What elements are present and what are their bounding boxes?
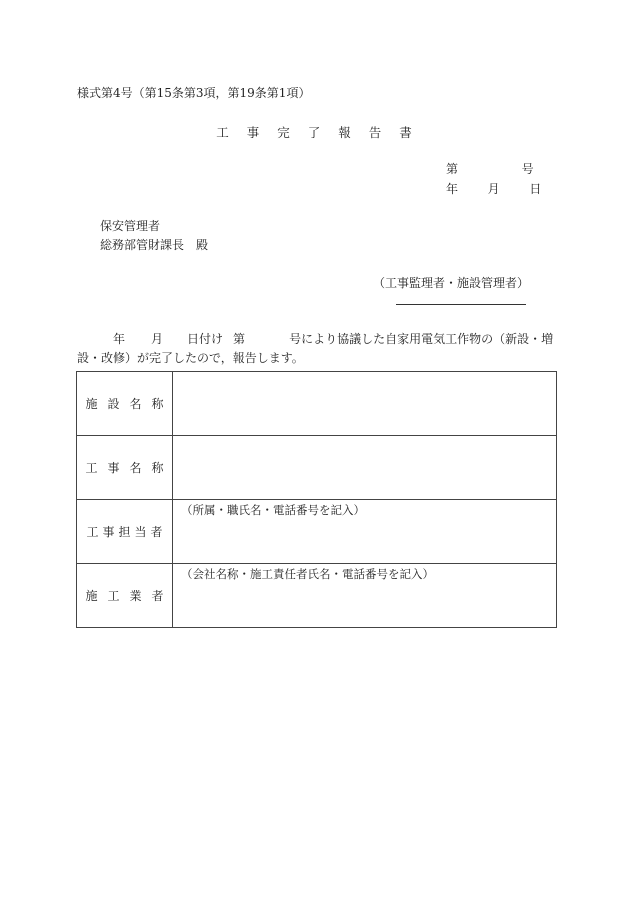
body-text: 号により協議した自家用電気工作物の（新設・増設・改修）が完了したので，報告します。	[77, 332, 554, 365]
label-char: 工	[107, 589, 120, 603]
date-year: 年	[446, 182, 459, 196]
label-char: 者	[150, 525, 163, 539]
row-label-work-person	[77, 500, 173, 564]
number-suffix: 号	[521, 162, 534, 176]
work-name-field[interactable]	[173, 436, 557, 500]
table-row	[77, 436, 557, 500]
row-label-facility-name	[77, 372, 173, 436]
facility-name-field[interactable]	[173, 372, 557, 436]
date-month: 月	[487, 182, 500, 196]
label-char: 施	[85, 397, 98, 411]
row-label-work-name	[77, 436, 173, 500]
label-char: 工	[85, 461, 98, 475]
report-table	[76, 371, 557, 628]
body-year: 年	[113, 332, 126, 346]
label-char: 事	[107, 461, 120, 475]
date-day: 日	[529, 182, 542, 196]
title-char: 書	[399, 125, 414, 140]
body-dated: 日付け	[187, 332, 224, 346]
sender-role: （工事監理者・施設管理者）	[373, 276, 530, 290]
document-title	[0, 123, 630, 141]
label-char: 施	[85, 589, 98, 603]
form-number-label: 様式第4号（第15条第3項，第19条第1項）	[77, 86, 311, 100]
document-number-line	[446, 160, 534, 177]
label-char: 工	[86, 525, 99, 539]
label-char: 事	[102, 525, 115, 539]
title-char: 了	[307, 125, 323, 140]
addressee-line-2: 総務部管財課長 殿	[100, 238, 209, 252]
label-char: 称	[151, 397, 164, 411]
document-date-line	[446, 180, 541, 197]
label-char: 設	[107, 397, 120, 411]
contractor-field[interactable]	[173, 564, 557, 628]
number-prefix: 第	[446, 162, 459, 176]
title-char: 報	[338, 125, 353, 140]
title-char: 告	[368, 125, 384, 140]
body-number-prefix: 第	[233, 332, 246, 346]
label-char: 当	[134, 525, 147, 539]
label-char: 業	[129, 589, 142, 603]
contractor-note: （会社名称・施工責任者氏名・電話番号を記入）	[181, 567, 434, 581]
table-row	[77, 372, 557, 436]
work-person-note: （所属・職氏名・電話番号を記入）	[181, 503, 365, 517]
title-char: 事	[246, 125, 262, 140]
title-char: 完	[277, 125, 292, 140]
signature-line	[396, 304, 526, 305]
work-person-field[interactable]	[173, 500, 557, 564]
label-char: 名	[129, 397, 142, 411]
addressee-line-1: 保安管理者	[100, 219, 161, 233]
report-body	[77, 330, 555, 368]
body-month: 月	[151, 332, 164, 346]
label-char: 称	[151, 461, 164, 475]
title-char: 工	[216, 125, 231, 140]
label-char: 者	[151, 589, 164, 603]
table-row	[77, 564, 557, 628]
table-row	[77, 500, 557, 564]
label-char: 名	[129, 461, 142, 475]
row-label-contractor	[77, 564, 173, 628]
label-char: 担	[118, 525, 131, 539]
